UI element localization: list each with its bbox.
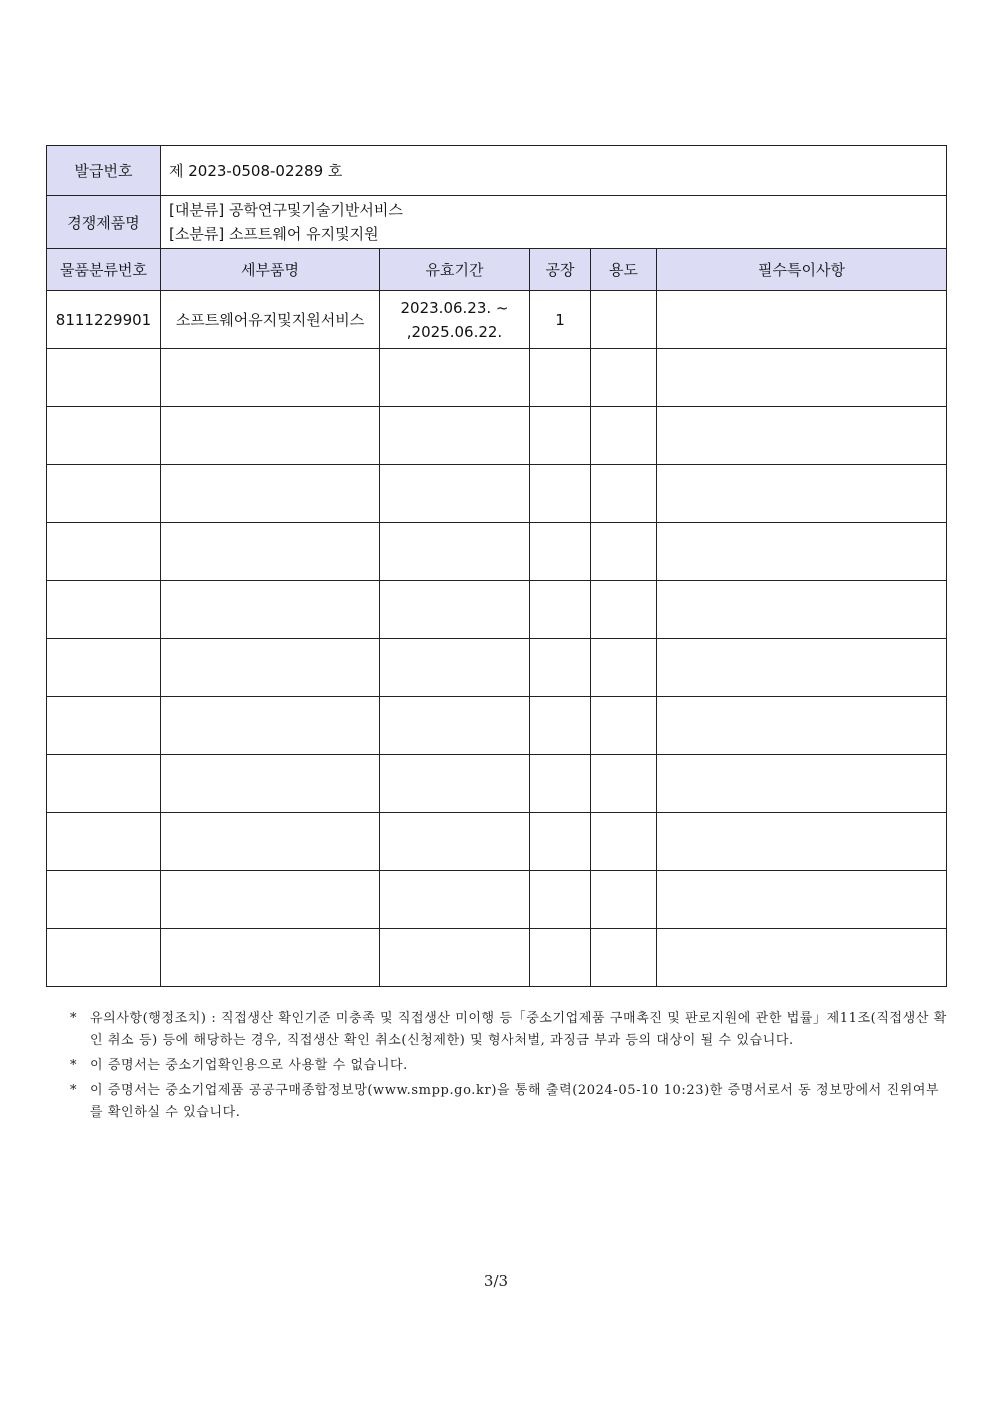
certificate-table <box>46 145 947 987</box>
table-row-empty <box>47 523 947 581</box>
table-row-empty <box>47 349 947 407</box>
period-end: ,2025.06.22. <box>406 322 503 341</box>
issue-number-value: 제 2023-0508-02289 호 <box>161 146 947 196</box>
note-usage-restriction <box>70 1055 950 1077</box>
product-name-label: 경쟁제품명 <box>47 196 161 249</box>
row-use <box>591 291 657 349</box>
note-bullet: * <box>70 1083 78 1098</box>
header-validity-period: 유효기간 <box>380 249 530 291</box>
header-factory: 공장 <box>530 249 591 291</box>
header-classification-code: 물품분류번호 <box>47 249 161 291</box>
note-text: 이 증명서는 중소기업제품 공공구매종합정보망(www.smpp.go.kr)을 통해 출력(2024-05-10 10:23)한 증명서로서 동 정보망에서 진위여부를 확인하실 수 있습니다. <box>90 1083 940 1120</box>
page-number: 3/3 <box>483 1272 509 1290</box>
issue-number-label: 발급번호 <box>47 146 161 196</box>
issue-number-row <box>47 146 947 196</box>
table-row <box>47 291 947 349</box>
note-text: 유의사항(행정조치) : 직접생산 확인기준 미충족 및 직접생산 미이행 등「중소기업제품 구매촉진 및 판로지원에 관한 법률」제11조(직접생산 확인 취소 등) 등에 해당하는 경우, 직접생산 확인 취소(신청제한) 및 형사처벌, 과징금 부과 등의 대상이 될 수 있습니다. <box>90 1011 947 1048</box>
table-row-empty <box>47 755 947 813</box>
header-item-name: 세부품명 <box>161 249 380 291</box>
note-verification <box>70 1080 950 1124</box>
product-name-value <box>161 196 947 249</box>
table-row-empty <box>47 581 947 639</box>
row-validity-period <box>380 291 530 349</box>
note-bullet: * <box>70 1058 78 1073</box>
table-row-empty <box>47 407 947 465</box>
note-bullet: * <box>70 1011 78 1026</box>
header-use: 용도 <box>591 249 657 291</box>
product-minor-category: [소분류] 소프트웨어 유지및지원 <box>169 225 379 243</box>
notes-section <box>70 1008 950 1127</box>
table-row-empty <box>47 929 947 987</box>
table-row-empty <box>47 465 947 523</box>
table-row-empty <box>47 813 947 871</box>
table-header-row <box>47 249 947 291</box>
row-remarks <box>657 291 947 349</box>
table-row-empty <box>47 639 947 697</box>
product-name-row <box>47 196 947 249</box>
row-classification-code: 8111229901 <box>47 291 161 349</box>
period-start: 2023.06.23. ~ <box>400 298 509 317</box>
row-factory: 1 <box>530 291 591 349</box>
note-administrative-action <box>70 1008 950 1052</box>
product-major-category: [대분류] 공학연구및기술기반서비스 <box>169 201 403 219</box>
header-remarks: 필수특이사항 <box>657 249 947 291</box>
table-row-empty <box>47 871 947 929</box>
row-item-name: 소프트웨어유지및지원서비스 <box>161 291 380 349</box>
note-text: 이 증명서는 중소기업확인용으로 사용할 수 없습니다. <box>90 1058 408 1073</box>
table-row-empty <box>47 697 947 755</box>
